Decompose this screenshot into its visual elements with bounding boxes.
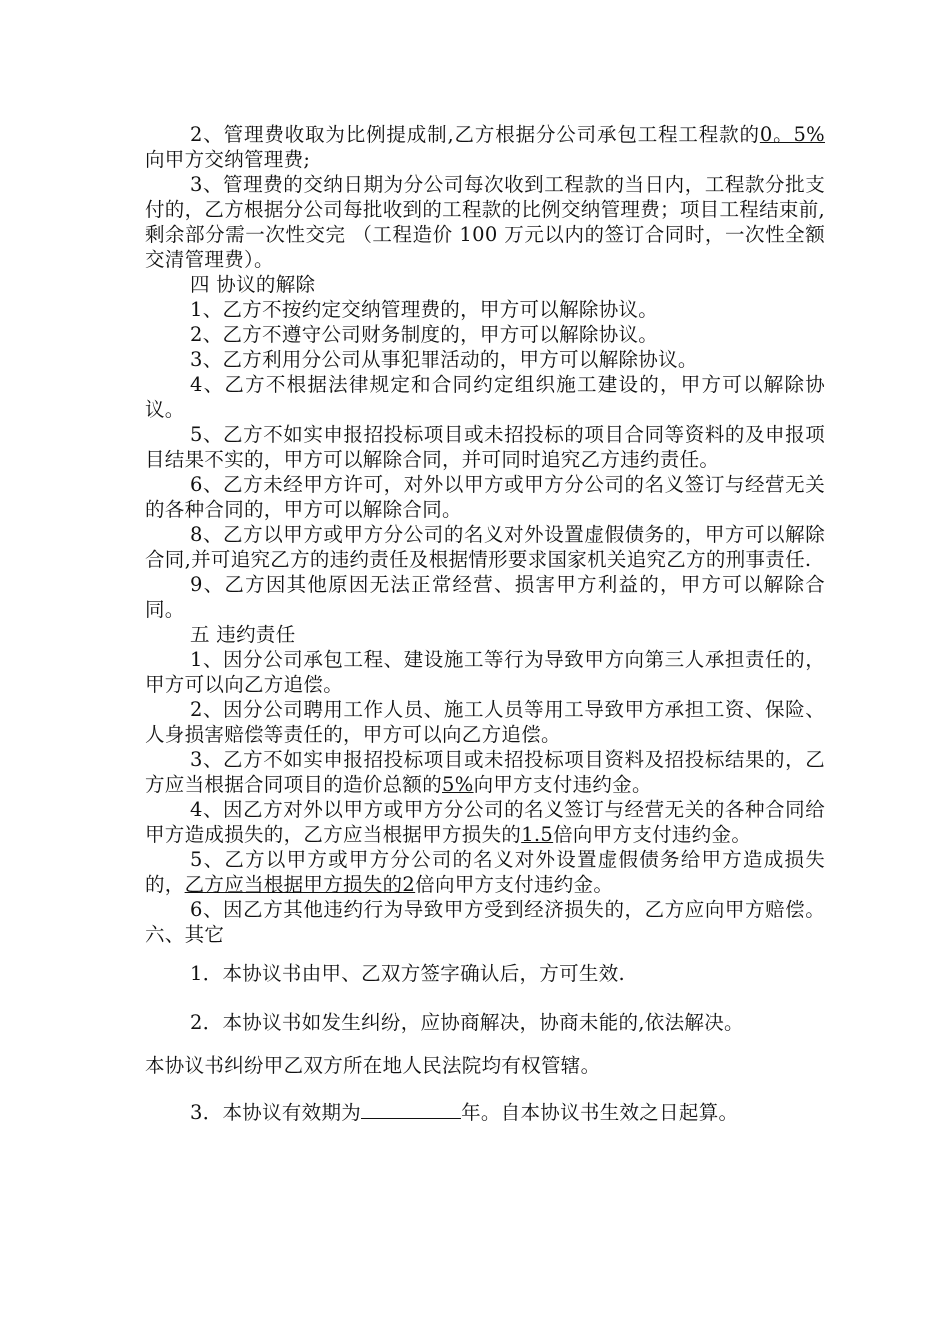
text: 倍向甲方支付违约金。 — [553, 823, 752, 846]
other-clause-1: 1．本协议书由甲、乙双方签字确认后，方可生效. — [190, 962, 626, 985]
section-5-heading: 五 违约责任 — [190, 623, 296, 646]
penalty-rate: 5% — [442, 773, 474, 796]
clause-4-6: 6、乙方未经甲方许可，对外以甲方或甲方分公司的名义签订与经营无关的各种合同的，甲方可以解除合同。 — [145, 473, 825, 521]
other-section — [145, 961, 825, 1125]
other-clause-3 — [145, 1100, 825, 1125]
clause-5-6: 6、因乙方其他违约行为导致甲方受到经济损失的，乙方应向甲方赔偿。六、其它 — [145, 898, 825, 946]
text: 2、管理费收取为比例提成制,乙方根据分公司承包工程工程款的 — [190, 123, 760, 146]
other-clause-2-cont: 本协议书纠纷甲乙双方所在地人民法院均有权管辖。 — [145, 1054, 601, 1077]
other-clause-2: 2．本协议书如发生纠纷，应协商解决，协商未能的,依法解决。 — [190, 1011, 744, 1034]
validity-period-blank[interactable] — [361, 1100, 461, 1119]
clause-5-1: 1、因分公司承包工程、建设施工等行为导致甲方向第三人承担责任的，甲方可以向乙方追偿。 — [145, 648, 825, 696]
text: 5、乙方以甲方或甲方分公司的名义对外设置虚假债务给甲方造成损失的， — [145, 848, 825, 896]
clause-3-3: 3、管理费的交纳日期为分公司每次收到工程款的当日内，工程款分批支付的，乙方根据分公司每批收到的工程款的比例交纳管理费；项目工程结束前,剩余部分需一次性交完 （工程造价 100 万元以内的签订合同时，一次性全额交清管理费）。 — [145, 173, 825, 271]
text: 向甲方交纳管理费; — [145, 148, 311, 171]
clause-4-2: 2、乙方不遵守公司财务制度的，甲方可以解除协议。 — [190, 323, 659, 346]
clause-4-3: 3、乙方利用分公司从事犯罪活动的，甲方可以解除协议。 — [190, 348, 698, 371]
penalty-multiplier: 2 — [402, 873, 416, 896]
clause-5-3 — [145, 747, 825, 797]
text: 向甲方支付违约金。 — [473, 773, 652, 796]
clause-4-8: 8、乙方以甲方或甲方分公司的名义对外设置虚假债务的，甲方可以解除合同,并可追究乙方的违约责任及根据情形要求国家机关追究乙方的刑事责任. — [145, 523, 825, 571]
clause-3-2 — [145, 122, 825, 172]
section-4-heading: 四 协议的解除 — [190, 273, 316, 296]
clause-4-5: 5、乙方不如实申报招投标项目或未招投标的项目合同等资料的及申报项目结果不实的，甲方可以解除合同，并可同时追究乙方违约责任。 — [145, 423, 825, 471]
clause-5-2: 2、因分公司聘用工作人员、施工人员等用工导致甲方承担工资、保险、人身损害赔偿等责任的，甲方可以向乙方追偿。 — [145, 698, 825, 746]
text: 乙方应当根据甲方损失的 — [184, 873, 403, 896]
clause-5-4 — [145, 797, 825, 847]
penalty-multiplier: 1.5 — [521, 823, 554, 846]
text: 4、因乙方对外以甲方或甲方分公司的名义签订与经营无关的各种合同给甲方造成损失的，乙方应当根据甲方损失的 — [145, 798, 825, 846]
clause-4-1: 1、乙方不按约定交纳管理费的，甲方可以解除协议。 — [190, 298, 659, 321]
text: 年。自本协议书生效之日起算。 — [461, 1101, 739, 1124]
clause-5-5 — [145, 847, 825, 897]
clause-4-4: 4、乙方不根据法律规定和合同约定组织施工建设的，甲方可以解除协议。 — [145, 373, 825, 421]
clause-4-9: 9、乙方因其他原因无法正常经营、损害甲方利益的，甲方可以解除合同。 — [145, 573, 825, 621]
text: 3．本协议有效期为 — [190, 1101, 362, 1124]
text: 3、乙方不如实申报招投标项目或未招投标项目资料及招投标结果的，乙方应当根据合同项目的造价总额的 — [145, 748, 825, 796]
text: 倍向甲方支付违约金。 — [415, 873, 614, 896]
document-page — [145, 122, 825, 1125]
rate-value: 0。5% — [759, 123, 825, 146]
